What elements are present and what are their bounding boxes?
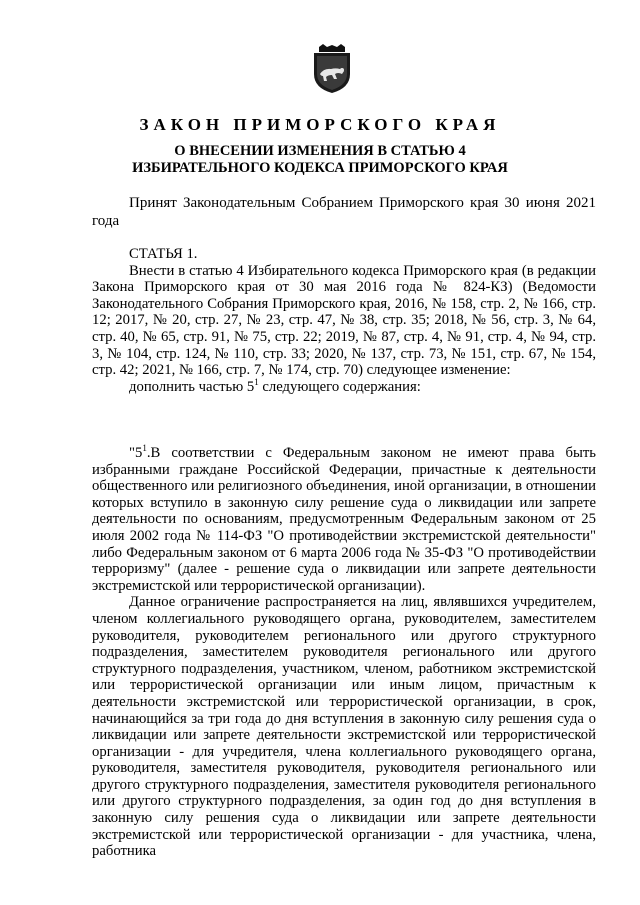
coat-of-arms-icon (311, 44, 353, 94)
article-intro: Внести в статью 4 Избирательного кодекса Приморского края (в редакции Закона Приморского края от 30 мая 2016 года № 824-КЗ) (Ведомости Законодательного Собрания Приморского края, 2016, № 158, стр. 2, № 166, стр. 12; 2017, № 20, стр. 27, № 23, стр. 47, № 38, стр. 35; 2018, № 56, стр. 3, № 64, стр. 40, № 65, стр. 91, № 75, стр. 22; 2019, № 87, стр. 4, № 91, стр. 4, № 94, стр. 3, № 104, стр. 124, № 110, стр. 33; 2020, № 137, стр. 73, № 151, стр. 67, № 154, стр. 42; 2021, № 166, стр. 7, № 174, стр. 70) следующее изменение: (92, 262, 596, 379)
quote-paragraph-2: Данное ограничение распространяется на лиц, являвшихся учредителем, членом коллегиального руководящего органа, руководителем, заместителем руководителя, руководителем регионального или другого структурного подразделения, заместителем руководителя регионального или другого структурного подразделения, участником, членом, работником экстремистской или террористической организации или иным лицом, причастным к деятельности экстремистской или террористической организации, в срок, начинающийся за три года до дня вступления в законную силу решения суда о ликвидации или запрете деятельности экстремистской или террористической организации - для учредителя, члена коллегиального руководящего органа, руководителя, заместителя руководителя, руководителя регионального или другого структурного подразделения, заместителя руководителя регионального или другого структурного подразделения, за один год до дня вступления в законную силу решения суда о ликвидации или запрете деятельности экстремистской или террористической организации - для участника, члена, работника (92, 594, 596, 860)
amendment-quote (92, 445, 596, 860)
article-1 (92, 246, 596, 395)
law-subtitle-line2: ИЗБИРАТЕЛЬНОГО КОДЕКСА ПРИМОРСКОГО КРАЯ (132, 160, 508, 176)
adoption-statement: Принят Законодательным Собранием Приморского края 30 июня 2021 года (92, 195, 596, 229)
law-subtitle (0, 143, 640, 177)
quote-paragraph-1-text: .В соответствии с Федеральным законом не имеют права быть избранными граждане Российской Федерации, причастные к деятельности общественного или религиозного объединения, иной организации, в отношении которых вступило в законную силу решение суда о ликвидации или запрете деятельности по основаниям, предусмотренным Федеральным законом от 25 июля 2002 года № 114-ФЗ "О противодействии экстремистской деятельности" либо Федеральным законом от 6 марта 2006 года № 35-ФЗ "О противодействии терроризму" (далее - решение суда о ликвидации или запрете деятельности экстремистской или террористической организации). (92, 445, 596, 594)
quote-open: "5 (129, 445, 143, 461)
article-heading: СТАТЬЯ 1. (129, 246, 198, 262)
quote-superscript: 1 (142, 443, 147, 454)
law-subtitle-line1: О ВНЕСЕНИИ ИЗМЕНЕНИЯ В СТАТЬЮ 4 (174, 143, 466, 159)
law-title: ЗАКОН ПРИМОРСКОГО КРАЯ (139, 115, 501, 134)
amendment-text-after: следующего содержания: (258, 378, 421, 395)
amendment-line (92, 376, 596, 396)
amendment-superscript: 1 (254, 376, 259, 387)
quote-paragraph-1 (92, 445, 596, 594)
amendment-text-before: дополнить частью 5 (129, 378, 255, 395)
